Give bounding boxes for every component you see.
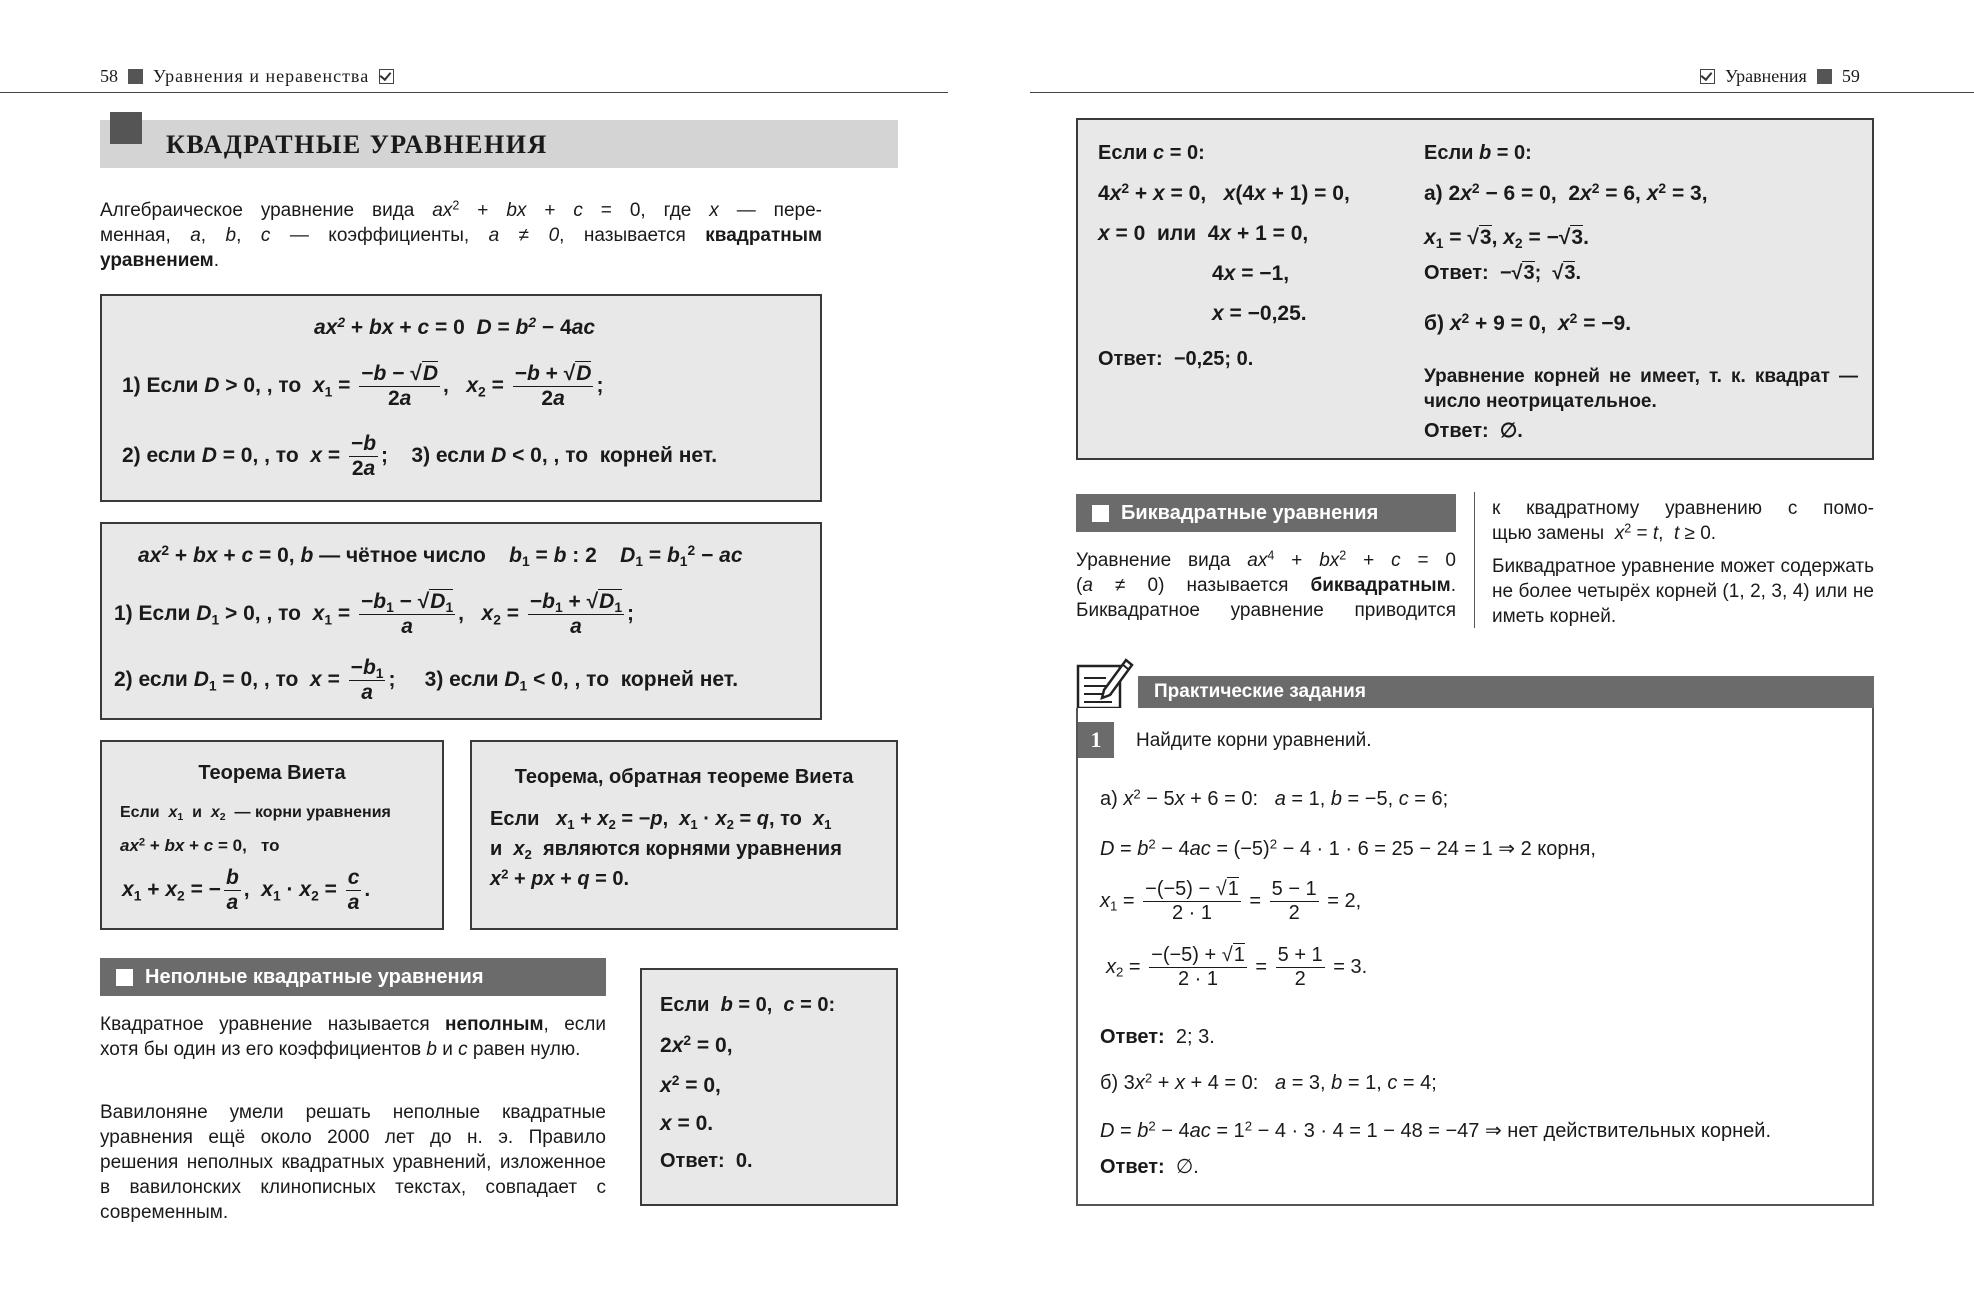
- task-b-equation: б) $3x^2 + x + 4 = 0$: a = 3, b = 1, c = 4;: [1100, 1070, 1437, 1094]
- c-zero-title: Если c = 0:: [1098, 142, 1205, 164]
- page-title: КВАДРАТНЫЕ УРАВНЕНИЯ: [166, 130, 548, 159]
- vieta-inverse-box: [470, 740, 898, 930]
- square-bullet-icon: [1817, 69, 1832, 84]
- b-c-zero-box: [640, 968, 898, 1206]
- vieta-equation: $ax^2$ + bx + c = 0, то: [120, 836, 280, 855]
- left-page-number: 58: [100, 66, 118, 86]
- case-d-positive: 1) Если D > 0, , то $x_1$ = $\frac{-b - √D}{2a}$ , $x_2$ = $\frac{-b + √D}{2a}$ ;: [122, 362, 604, 411]
- formula-even-b: $ax^2$ + bx + c = 0, b — чётное число $b_1 = b$ : 2 $D_1 = b_1^2$ − ac: [138, 542, 743, 570]
- task-b-discriminant: $D = b^2 - 4ac = 1^2 - 4 \cdot 3 \cdot 4 = 1 - 48 = -47$ ⇒ нет действительных корней.: [1100, 1118, 1772, 1142]
- right-section-name: Уравнения: [1725, 66, 1807, 86]
- biquad-heading-bar: [1076, 494, 1456, 532]
- incomplete-heading-bar: [100, 958, 606, 996]
- case-d-zero: 2) если D = 0, , то x = $\frac{-b}{2a}$ ; 3) если D < 0, , то корней нет.: [122, 432, 718, 481]
- c-zero-step2: x = 0 или 4x + 1 = 0,: [1098, 222, 1309, 245]
- practice-box: [1076, 708, 1874, 1206]
- checkbox-icon: [1700, 69, 1715, 84]
- c-zero-answer: Ответ: −0,25; 0.: [1098, 348, 1254, 370]
- vieta-inverse-line3: $x^2$ + px + q = 0.: [490, 866, 630, 890]
- task-b-answer: Ответ: ∅.: [1100, 1156, 1199, 1178]
- left-section-name: Уравнения и неравенства: [153, 66, 370, 86]
- biquad-right-text: к квадратному уравнению с помо- щью замены $x^2 = t$, t ≥ 0. Биквадратное уравнение может содержать не более четырёх корней (1, 2, 3, 4) или не иметь корней.: [1492, 498, 1874, 627]
- square-bullet-icon: [110, 112, 142, 144]
- bc-title: Если b = 0, c = 0:: [660, 994, 836, 1016]
- vieta-inverse-line2: и $x_2$ являются корнями уравнения: [490, 838, 842, 862]
- bc-step3: x = 0.: [660, 1112, 714, 1135]
- formula-general: $ax^2$ + bx + c = 0 $D = b^2 - 4ac$: [314, 314, 596, 339]
- intro-paragraph: Алгебраическое уравнение вида $ax^2$ + bx + c = 0, где x — пере- менная, a, b, c — коэффициенты, a ≠ 0, называется квадратным уравнением.: [100, 198, 823, 271]
- c-zero-step3: 4x = −1,: [1212, 262, 1290, 285]
- task-a-equation: а) $x^2 - 5x + 6 = 0$: a = 1, b = −5, c = 6;: [1100, 786, 1449, 810]
- vieta-inverse-line1: Если $x_1 + x_2 = -p$, $x_1 \cdot x_2 = q$, то $x_1$: [490, 808, 832, 832]
- task-number-badge: 1: [1078, 722, 1114, 758]
- biquad-heading: Биквадратные уравнения: [1121, 501, 1379, 524]
- notebook-pencil-icon: [1074, 656, 1134, 712]
- bc-step1: $2x^2 = 0$,: [660, 1032, 733, 1057]
- b-zero-title: Если b = 0:: [1424, 142, 1532, 164]
- even-b-box: [100, 522, 822, 720]
- b-zero-a-step2: $x_1 = √3$, $x_2 = -√3$.: [1424, 226, 1589, 252]
- header-rule-left: [0, 92, 948, 93]
- biquad-left-text: Уравнение вида $ax^4 + bx^2 + c = 0$ (a ≠ 0) называется биквадратным. Биквадратное уравнение приводится: [1076, 548, 1456, 621]
- case-d1-positive: 1) Если $D_1 > 0$, , то $x_1$ = $\frac{-b_1 - √D_1}{a}$ , $x_2$ = $\frac{-b_1 + √D_1}{a}$ ;: [114, 590, 635, 639]
- task-instruction: Найдите корни уравнений.: [1136, 730, 1372, 751]
- practice-heading: Практические задания: [1154, 681, 1366, 702]
- incomplete-heading: Неполные квадратные уравнения: [145, 965, 484, 988]
- bc-answer: Ответ: 0.: [660, 1150, 753, 1172]
- square-bullet-icon: [1092, 505, 1109, 522]
- square-bullet-icon: [116, 969, 133, 986]
- vieta-title: Теорема Виета: [198, 762, 346, 784]
- b-zero-a-step1: а) $2x^2 - 6 = 0$, $2x^2 = 6$, $x^2 = 3$,: [1424, 180, 1708, 205]
- b-zero-a-answer: Ответ: −√3; √3.: [1424, 262, 1582, 284]
- incomplete-paragraph-2: Вавилоняне умели решать неполные квадратные уравнения ещё около 2000 лет до н. э. Правило решения неполных квадратных уравнений, изложенное в вавилонских клинописных текстах, совпадает с современным.: [100, 1102, 606, 1223]
- vieta-condition: Если $x_1$ и $x_2$ — корни уравнения: [120, 804, 391, 824]
- b-zero-b-answer: Ответ: ∅.: [1424, 420, 1523, 442]
- bc-step2: $x^2 = 0$,: [660, 1072, 721, 1097]
- task-a-x2: $x_2$ = $\frac{-(-5) + √1}{2 \cdot 1}$ = $\frac{5 + 1}{2}$ = 3.: [1106, 944, 1368, 990]
- vieta-inverse-title: Теорема, обратная теореме Виета: [514, 766, 854, 788]
- b-zero-b-step: б) $x^2 + 9 = 0$, $x^2 = -9$.: [1424, 310, 1632, 335]
- vieta-formulas: $x_1 + x_2$ = − $\frac{b}{a}$ , $x_1 \cdot x_2$ = $\frac{c}{a}$ .: [122, 866, 371, 915]
- task-a-x1: $x_1$ = $\frac{-(-5) - √1}{2 \cdot 1}$ = $\frac{5 - 1}{2}$ = 2,: [1100, 878, 1362, 924]
- biquad-divider: [1474, 492, 1475, 628]
- left-running-header: [100, 66, 394, 87]
- checkbox-icon: [379, 69, 394, 84]
- square-bullet-icon: [128, 69, 143, 84]
- vieta-theorem-box: [100, 740, 444, 930]
- task-a-discriminant: $D = b^2 - 4ac = (-5)^2 - 4 \cdot 1 \cdot 6 = 25 - 24 = 1$ ⇒ 2 корня,: [1100, 836, 1596, 860]
- incomplete-paragraph-1: Квадратное уравнение называется неполным, если хотя бы один из его коэффициентов b и c равен нулю.: [100, 1014, 606, 1060]
- header-rule-right: [1030, 92, 1974, 93]
- discriminant-box: [100, 294, 822, 502]
- right-running-header: [1700, 66, 1860, 87]
- c-b-zero-box: [1076, 118, 1874, 460]
- case-d1-zero: 2) если $D_1 = 0$, , то x = $\frac{-b_1}{a}$ ; 3) если $D_1 < 0$, , то корней нет.: [114, 656, 739, 705]
- practice-heading-bar: [1138, 676, 1874, 708]
- c-zero-step4: x = −0,25.: [1212, 302, 1307, 325]
- task-a-answer: Ответ: 2; 3.: [1100, 1026, 1215, 1048]
- right-page-number: 59: [1841, 66, 1860, 86]
- b-zero-note: Уравнение корней не имеет, т. к. квадрат — число неотрицательное.: [1424, 366, 1858, 412]
- c-zero-step1: $4x^2 + x = 0$, x(4x + 1) = 0,: [1098, 180, 1350, 205]
